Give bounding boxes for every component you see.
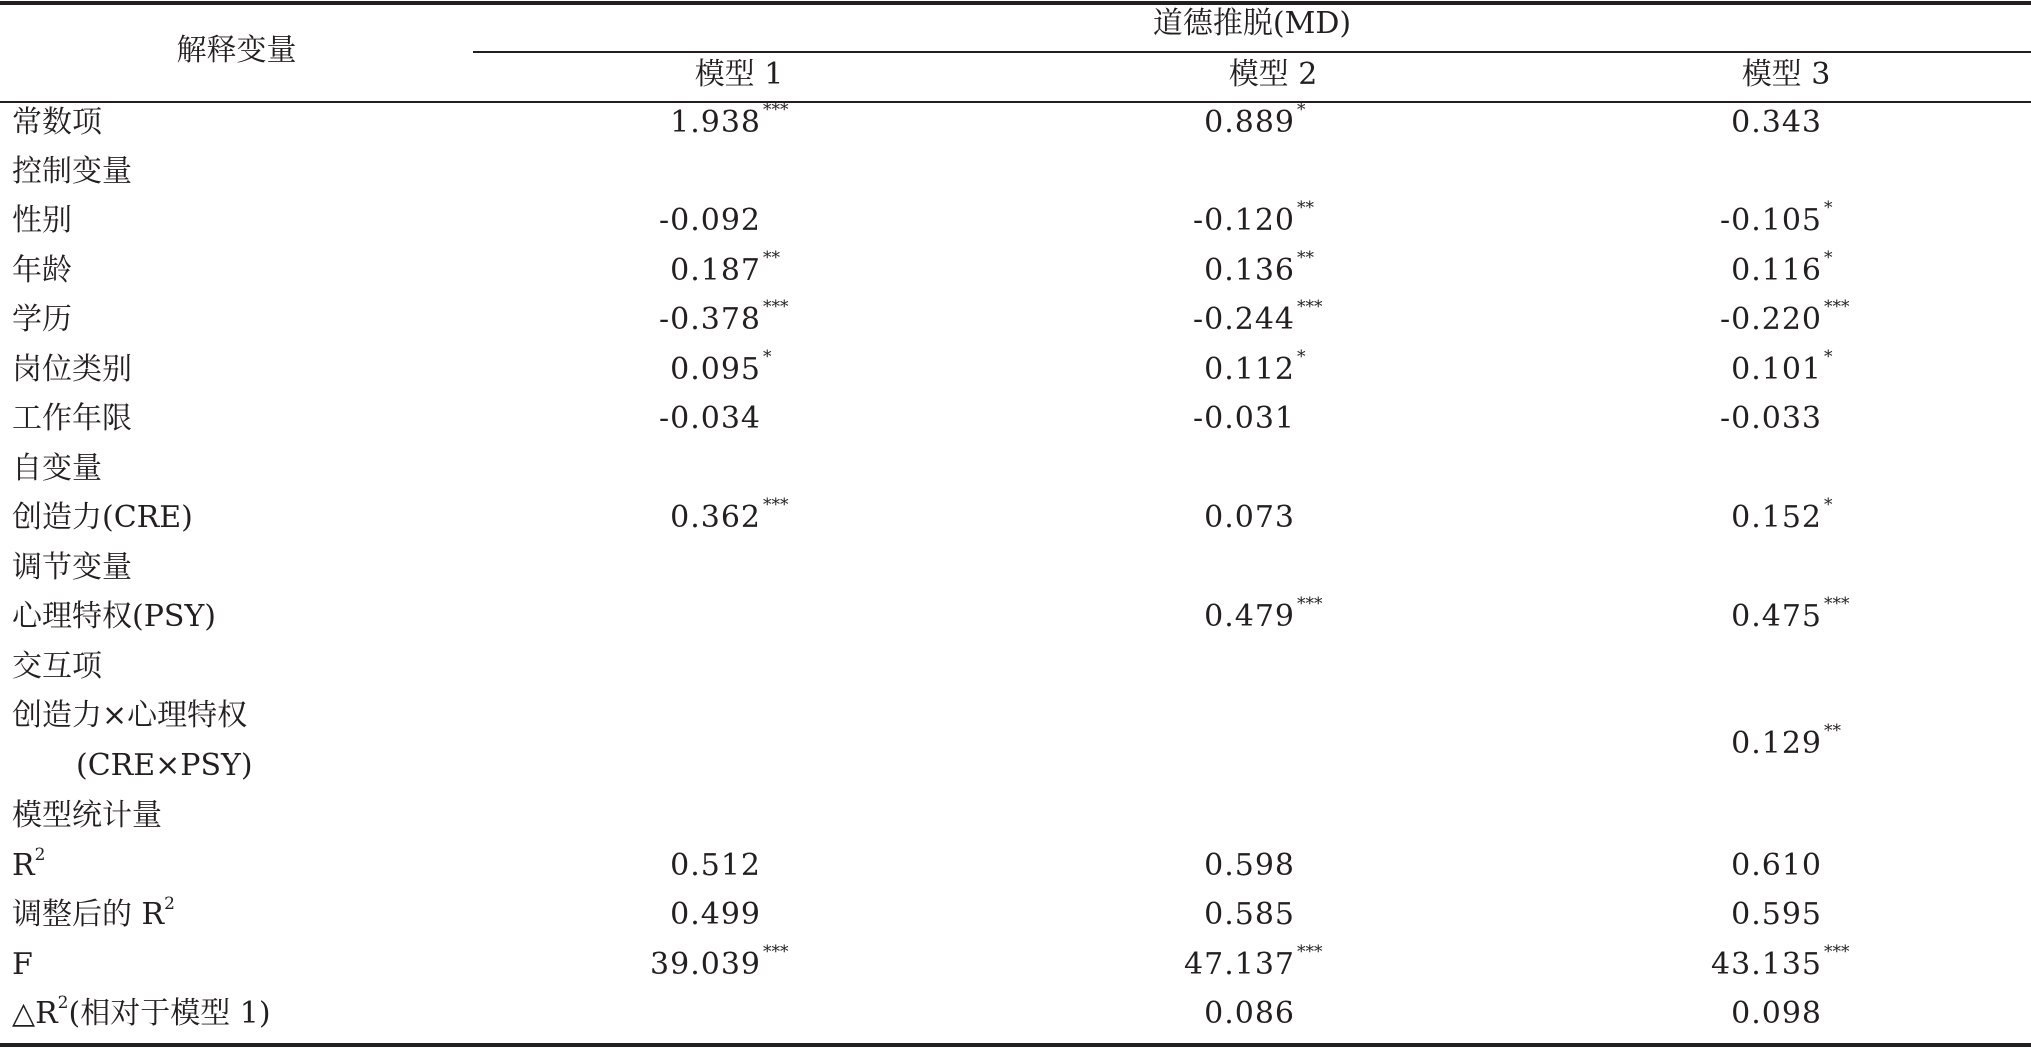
coefficient xyxy=(1582,297,1850,337)
coefficient xyxy=(1055,996,1295,1031)
model-1-value xyxy=(521,942,789,982)
model-3-value xyxy=(1582,996,1822,1031)
model-2-value xyxy=(1055,996,1295,1031)
row-label xyxy=(12,401,132,436)
significance-stars: *** xyxy=(1297,297,1323,317)
row-label xyxy=(12,845,46,883)
model-1-value xyxy=(521,848,761,883)
coefficient xyxy=(1582,721,1841,761)
row-label-text: 工作年限 xyxy=(12,401,132,436)
coefficient-value: 0.598 xyxy=(1204,848,1295,883)
row-label-text: △R xyxy=(12,996,58,1031)
significance-stars: *** xyxy=(763,297,789,317)
coefficient-value: -0.120 xyxy=(1192,203,1295,238)
model-3-value xyxy=(1582,248,1833,288)
coefficient-value: 0.095 xyxy=(670,352,761,387)
row-label xyxy=(12,649,102,684)
table-header-subrule xyxy=(473,51,2031,53)
coefficient xyxy=(1582,347,1833,387)
coefficient-value: 0.073 xyxy=(1204,500,1295,535)
significance-stars: * xyxy=(1824,248,1833,268)
model-3-value xyxy=(1582,347,1833,387)
coefficient xyxy=(1582,897,1822,932)
coefficient-value: 0.101 xyxy=(1731,352,1822,387)
model-2-value xyxy=(1055,248,1314,288)
model-2-value xyxy=(1055,897,1295,932)
coefficient xyxy=(521,100,789,140)
row-label-text: 调整后的 R xyxy=(12,897,165,932)
row-label-tail: (相对于模型 1) xyxy=(68,996,271,1031)
model-1-value xyxy=(521,401,761,436)
coefficient-value: 0.187 xyxy=(670,253,761,288)
row-label xyxy=(12,253,72,288)
row-label xyxy=(12,698,248,733)
significance-stars: ** xyxy=(1297,198,1314,218)
significance-stars: *** xyxy=(1824,942,1850,962)
coefficient xyxy=(1055,401,1295,436)
row-label xyxy=(12,105,102,140)
coefficient xyxy=(1582,401,1822,436)
coefficient-value: 0.343 xyxy=(1731,105,1822,140)
model-2-value xyxy=(1055,500,1295,535)
model-3-value xyxy=(1582,297,1850,337)
header-explanatory-variable: 解释变量 xyxy=(176,33,297,68)
row-label-text: 控制变量 xyxy=(12,154,132,189)
coefficient-value: 0.152 xyxy=(1731,500,1822,535)
coefficient xyxy=(1055,297,1323,337)
header-model-2: 模型 2 xyxy=(1228,57,1318,92)
coefficient-value: 0.475 xyxy=(1731,599,1822,634)
superscript-two: 2 xyxy=(34,845,46,865)
significance-stars: *** xyxy=(1824,594,1850,614)
coefficient-value: 43.135 xyxy=(1711,947,1822,982)
model-1-value xyxy=(521,347,772,387)
coefficient xyxy=(521,347,772,387)
significance-stars: *** xyxy=(763,100,789,120)
row-label-text: 创造力×心理特权 xyxy=(12,698,248,733)
coefficient-value: 0.116 xyxy=(1731,253,1822,288)
coefficient xyxy=(1055,500,1295,535)
coefficient xyxy=(521,942,789,982)
coefficient-value: -0.105 xyxy=(1719,203,1822,238)
coefficient-value: 1.938 xyxy=(670,105,761,140)
model-3-value xyxy=(1582,495,1833,535)
coefficient-value: -0.031 xyxy=(1192,401,1295,436)
coefficient-value: 0.098 xyxy=(1731,996,1822,1031)
superscript-two: 2 xyxy=(57,993,69,1013)
coefficient xyxy=(1582,942,1850,982)
coefficient xyxy=(1582,198,1833,238)
significance-stars: ** xyxy=(1824,721,1841,741)
model-3-value xyxy=(1582,401,1822,436)
significance-stars: *** xyxy=(1297,594,1323,614)
row-label-text: 心理特权(PSY) xyxy=(12,599,216,634)
coefficient xyxy=(1582,848,1822,883)
coefficient xyxy=(1582,105,1822,140)
coefficient-value: -0.378 xyxy=(658,302,761,337)
model-1-value xyxy=(521,297,789,337)
coefficient xyxy=(1055,198,1314,238)
model-3-value xyxy=(1582,848,1822,883)
significance-stars: *** xyxy=(1824,297,1850,317)
coefficient xyxy=(1055,100,1306,140)
header-model-3: 模型 3 xyxy=(1741,57,1831,92)
model-2-value xyxy=(1055,347,1306,387)
row-label xyxy=(12,894,175,932)
model-2-value xyxy=(1055,594,1323,634)
coefficient xyxy=(1055,248,1314,288)
coefficient-value: 0.889 xyxy=(1204,105,1295,140)
row-label xyxy=(12,947,33,982)
coefficient-value: -0.220 xyxy=(1719,302,1822,337)
significance-stars: *** xyxy=(1297,942,1323,962)
superscript-two: 2 xyxy=(164,894,175,914)
coefficient xyxy=(1055,347,1306,387)
coefficient-value: -0.092 xyxy=(658,203,761,238)
header-dependent-variable: 道德推脱(MD) xyxy=(1152,6,1352,41)
coefficient xyxy=(521,248,780,288)
coefficient-value: -0.033 xyxy=(1719,401,1822,436)
significance-stars: * xyxy=(1824,495,1833,515)
model-2-value xyxy=(1055,297,1323,337)
row-label xyxy=(12,203,72,238)
coefficient-value: 0.086 xyxy=(1204,996,1295,1031)
table-bottom-rule xyxy=(0,1043,2031,1047)
row-label-text: 性别 xyxy=(12,203,72,238)
coefficient xyxy=(1582,996,1822,1031)
significance-stars: *** xyxy=(763,495,789,515)
coefficient xyxy=(1055,848,1295,883)
coefficient-value: 0.512 xyxy=(670,848,761,883)
coefficient xyxy=(521,495,789,535)
coefficient-value: 0.136 xyxy=(1204,253,1295,288)
model-2-value xyxy=(1055,198,1314,238)
significance-stars: * xyxy=(1824,347,1833,367)
coefficient-value: -0.244 xyxy=(1192,302,1295,337)
coefficient-value: 0.610 xyxy=(1731,848,1822,883)
row-label xyxy=(12,993,271,1031)
significance-stars: * xyxy=(1824,198,1833,218)
model-1-value xyxy=(521,897,761,932)
coefficient-value: 47.137 xyxy=(1184,947,1295,982)
coefficient xyxy=(1582,495,1833,535)
row-label xyxy=(12,451,102,486)
row-label xyxy=(12,798,162,833)
row-label-text: 模型统计量 xyxy=(12,798,162,833)
coefficient-value: -0.034 xyxy=(658,401,761,436)
row-label xyxy=(12,302,72,337)
coefficient xyxy=(521,401,761,436)
row-label-text: 交互项 xyxy=(12,649,102,684)
row-label-text: 创造力(CRE) xyxy=(12,500,193,535)
coefficient xyxy=(1582,594,1850,634)
model-1-value xyxy=(521,495,789,535)
coefficient-value: 0.595 xyxy=(1731,897,1822,932)
coefficient xyxy=(1055,897,1295,932)
model-2-value xyxy=(1055,100,1306,140)
header-model-1: 模型 1 xyxy=(694,57,784,92)
model-3-value xyxy=(1582,897,1822,932)
row-label-text: F xyxy=(12,947,33,982)
row-label-text: 自变量 xyxy=(12,451,102,486)
row-label xyxy=(12,352,132,387)
coefficient xyxy=(1055,942,1323,982)
row-label xyxy=(12,599,216,634)
model-3-value xyxy=(1582,198,1833,238)
row-label-text: 常数项 xyxy=(12,105,102,140)
row-label-text: R xyxy=(12,848,35,883)
coefficient xyxy=(521,897,761,932)
significance-stars: *** xyxy=(763,942,789,962)
significance-stars: * xyxy=(1297,347,1306,367)
model-3-value xyxy=(1582,942,1850,982)
row-label-continuation: (CRE×PSY) xyxy=(76,748,253,783)
significance-stars: * xyxy=(763,347,772,367)
model-3-value xyxy=(1582,594,1850,634)
coefficient xyxy=(1582,248,1833,288)
coefficient-value: 0.585 xyxy=(1204,897,1295,932)
model-1-value xyxy=(521,203,761,238)
model-2-value xyxy=(1055,401,1295,436)
row-label xyxy=(12,500,193,535)
model-2-value xyxy=(1055,942,1323,982)
coefficient-value: 0.479 xyxy=(1204,599,1295,634)
model-1-value xyxy=(521,248,780,288)
coefficient xyxy=(1055,594,1323,634)
coefficient-value: 0.362 xyxy=(670,500,761,535)
model-3-value xyxy=(1582,105,1822,140)
row-label-text: 学历 xyxy=(12,302,72,337)
model-3-value xyxy=(1582,721,1841,761)
significance-stars: * xyxy=(1297,100,1306,120)
table-top-rule xyxy=(0,1,2031,5)
coefficient-value: 0.499 xyxy=(670,897,761,932)
row-label xyxy=(12,154,132,189)
coefficient xyxy=(521,848,761,883)
coefficient-value: 0.129 xyxy=(1731,726,1822,761)
significance-stars: ** xyxy=(763,248,780,268)
model-2-value xyxy=(1055,848,1295,883)
coefficient xyxy=(521,297,789,337)
significance-stars: ** xyxy=(1297,248,1314,268)
coefficient xyxy=(521,203,761,238)
row-label-text: 年龄 xyxy=(12,253,72,288)
row-label-text: 调节变量 xyxy=(12,550,132,585)
table-header-rule xyxy=(0,101,2031,103)
row-label xyxy=(12,550,132,585)
model-1-value xyxy=(521,100,789,140)
coefficient-value: 0.112 xyxy=(1204,352,1295,387)
coefficient-value: 39.039 xyxy=(650,947,761,982)
row-label-text: 岗位类别 xyxy=(12,352,132,387)
